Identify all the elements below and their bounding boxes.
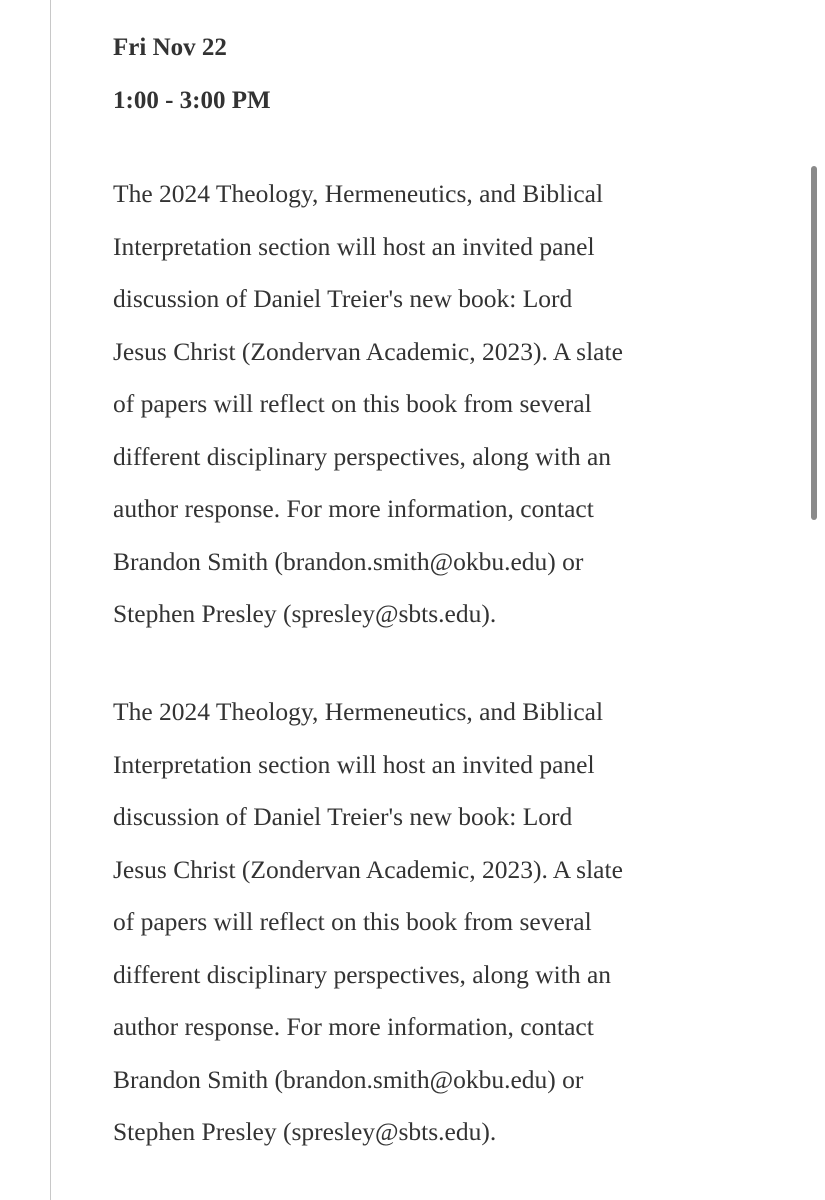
event-description-repeat <box>113 686 713 1159</box>
description-line: Jesus Christ (Zondervan Academic, 2023). A slate <box>113 854 623 884</box>
description-line: Brandon Smith (brandon.smith@okbu.edu) or <box>113 1064 584 1094</box>
description-line: Interpretation section will host an invited panel <box>113 231 595 261</box>
scrollbar-thumb[interactable] <box>811 166 817 520</box>
description-line: author response. For more information, contact <box>113 1012 594 1041</box>
description-line: The 2024 Theology, Hermeneutics, and Biblical <box>113 179 604 208</box>
description-line: Jesus Christ (Zondervan Academic, 2023). A slate <box>113 336 623 366</box>
event-detail-panel <box>50 0 825 1200</box>
description-line: The 2024 Theology, Hermeneutics, and Biblical <box>113 697 604 726</box>
description-line: discussion of Daniel Treier's new book: Lord <box>113 284 573 313</box>
description-line: Stephen Presley (spresley@sbts.edu). <box>113 599 497 628</box>
description-line: discussion of Daniel Treier's new book: Lord <box>113 802 573 831</box>
event-time: 1:00 - 3:00 PM <box>113 87 271 114</box>
description-line: different disciplinary perspectives, along with an <box>113 959 612 989</box>
description-line: Stephen Presley (spresley@sbts.edu). <box>113 1117 497 1146</box>
description-line: of papers will reflect on this book from several <box>113 389 592 418</box>
description-line: different disciplinary perspectives, along with an <box>113 441 612 471</box>
description-line: of papers will reflect on this book from several <box>113 907 592 936</box>
description-line: author response. For more information, contact <box>113 494 594 523</box>
description-line: Interpretation section will host an invited panel <box>113 749 595 779</box>
event-description <box>113 168 713 641</box>
event-date: Fri Nov 22 <box>113 34 227 61</box>
description-line: Brandon Smith (brandon.smith@okbu.edu) or <box>113 546 584 576</box>
